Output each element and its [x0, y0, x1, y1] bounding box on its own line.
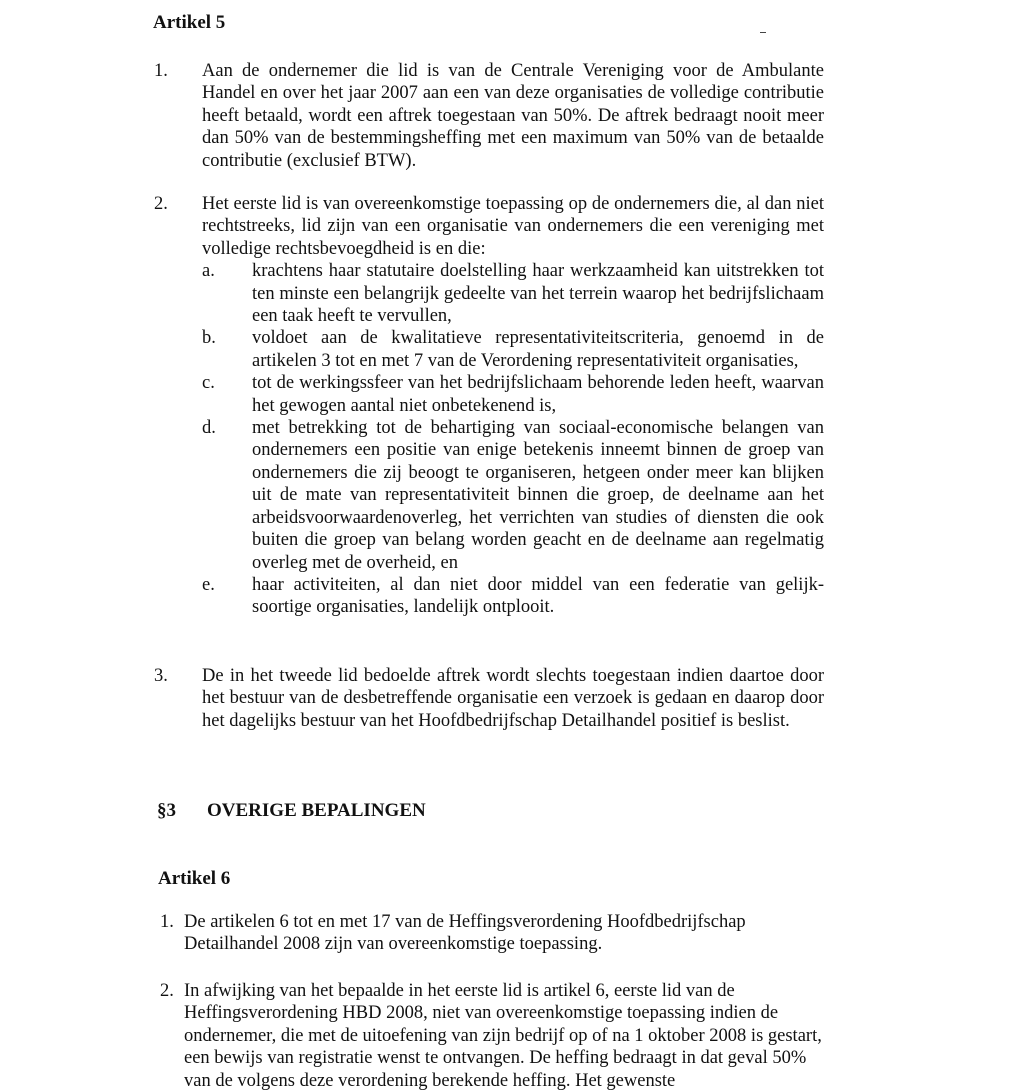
paragraph-number: 2.: [154, 194, 168, 214]
subitem-a: [202, 260, 824, 327]
paragraph-body: [202, 193, 824, 619]
scan-mark: [760, 32, 766, 33]
paragraph-text: De in het tweede lid bedoelde aftrek wordt slechts toegestaan indien daartoe door het bestuur van de desbetreffende organisatie een verzoek is gedaan en daarop door het dagelijks bestuur van het Hoofdbedrijfschap Detailhandel positief is beslist.: [202, 666, 824, 731]
subitem-letter: a.: [202, 261, 215, 282]
subitem-letter: b.: [202, 328, 216, 349]
subitem-text: met betrekking tot de behartiging van sociaal-economische belangen van ondernemers een positie van enige betekenis inneemt binnen de groep van ondernemers die zij beoogt te organiseren, hetgeen onder meer kan blijken uit de mate van representativiteit binnen die groep, de deelname aan het arbeidsvoorwaardenoverleg, het verrichten van studies of diensten die ook buiten die groep van belang worden geacht en de deelname aan regelmatig overleg met de overheid, en: [252, 418, 824, 573]
paragraph-number: 1.: [154, 61, 168, 81]
subitem-text: krachtens haar statutaire doelstelling haar werkzaamheid kan uitstrekken tot ten minste een belangrijk gedeelte van het terrein waarop het bedrijfslichaam een taak heeft te vervullen,: [252, 261, 824, 327]
subitem-letter: c.: [202, 373, 215, 394]
article-6-heading: Artikel 6: [158, 868, 231, 889]
subitem-b: [202, 327, 824, 372]
subitem-letter: d.: [202, 418, 216, 439]
paragraph-number: 2.: [160, 981, 174, 1001]
subitem-letter: e.: [202, 574, 215, 595]
paragraph-text: Aan de ondernemer die lid is van de Centrale Vereniging voor de Ambulante Handel en over het jaar 2007 aan een van deze organisaties de volledige contributie heeft betaald, wordt een aftrek toegestaan van 50%. De aftrek bedraagt nooit meer dan 50% van de bestemmingsheffing met een maximum van 50% van de betaalde contributie (exclusief BTW).: [202, 61, 824, 171]
subitem-text: voldoet aan de kwalitatieve representativiteitscriteria, genoemd in de artikelen 3 tot en met 7 van de Verordening representativiteit organisaties,: [252, 328, 824, 371]
paragraph-number: 3.: [154, 666, 168, 686]
section-number: §3: [157, 800, 176, 821]
paragraph-text: Het eerste lid is van overeenkomstige toepassing op de ondernemers die, al dan niet rechtstreeks, lid zijn van een organisatie van ondernemers die een vereniging met volledige rechtsbevoegdheid is en die:: [202, 194, 824, 259]
subitem-d: [202, 417, 824, 574]
subitem-c: [202, 372, 824, 417]
subitem-e: [202, 574, 824, 619]
subitem-text: tot de werkingssfeer van het bedrijfslichaam behorende leden heeft, waarvan het gewogen aantal niet onbetekenend is,: [252, 373, 824, 416]
subitem-text: haar activiteiten, al dan niet door middel van een federatie van gelijk-soortige organisaties, landelijk ontplooit.: [252, 574, 824, 618]
paragraph-number: 1.: [160, 912, 174, 932]
section-3-heading: [157, 800, 426, 822]
article-5-heading: Artikel 5: [153, 12, 226, 33]
paragraph-text: De artikelen 6 tot en met 17 van de Heffingsverordening Hoofdbedrijfschap Detailhandel 2008 zijn van overeenkomstige toepassing.: [184, 912, 746, 955]
paragraph-text: In afwijking van het bepaalde in het eerste lid is artikel 6, eerste lid van de Heffingsverordening HBD 2008, niet van overeenkomstige toepassing indien de ondernemer, die met de uitoefening van zijn bedrijf op of na 1 oktober 2008 is gestart, een bewijs van registratie wenst te ontvangen. De heffing bedraagt in dat geval 50% van de volgens deze verordening berekende heffing. Het gewenste: [184, 981, 822, 1091]
section-title: OVERIGE BEPALINGEN: [207, 800, 426, 821]
